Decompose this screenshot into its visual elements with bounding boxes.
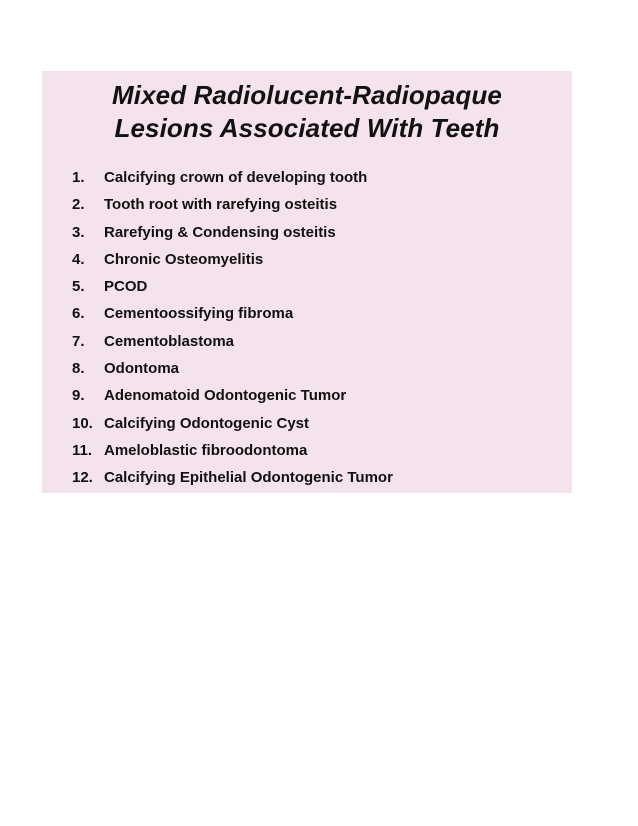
list-item [72, 273, 562, 300]
list-item-number: 5. [72, 278, 85, 296]
list-item-text: Rarefying & Condensing osteitis [104, 223, 336, 241]
list-item-text: Odontoma [104, 360, 179, 378]
slide-title [42, 71, 572, 145]
list-item [72, 246, 562, 273]
list-item [72, 300, 562, 327]
list-item-text: Cementoossifying fibroma [104, 305, 294, 323]
list-item-number: 11. [72, 441, 93, 459]
list-item-number: 4. [72, 250, 85, 268]
slide [42, 71, 572, 493]
lesion-list [72, 164, 562, 492]
list-item [72, 164, 562, 191]
slide-title-line-1: Mixed Radiolucent-Radiopaque [112, 80, 502, 110]
list-item-text: PCOD [104, 278, 148, 296]
list-item-number: 3. [72, 223, 85, 241]
list-item-text: Calcifying crown of developing tooth [104, 169, 368, 186]
list-item-number: 8. [72, 360, 85, 378]
list-item-text: Calcifying Epithelial Odontogenic Tumor [104, 469, 393, 487]
list-item-number: 7. [72, 332, 85, 350]
list-item-text: Adenomatoid Odontogenic Tumor [104, 387, 347, 405]
list-item-text: Cementoblastoma [104, 332, 235, 350]
list-item [72, 410, 562, 437]
list-item-text: Calcifying Odontogenic Cyst [104, 414, 310, 432]
list-item [72, 382, 562, 409]
list-item [72, 437, 562, 464]
list-item [72, 328, 562, 355]
list-item-number: 9. [72, 387, 85, 405]
list-item-number: 1. [72, 169, 85, 186]
list-item-number: 2. [72, 196, 85, 214]
list-item-number: 12. [72, 469, 93, 487]
list-item-number: 6. [72, 305, 85, 323]
list-item [72, 219, 562, 246]
list-item-text: Chronic Osteomyelitis [104, 250, 264, 268]
list-item [72, 464, 562, 491]
list-item [72, 191, 562, 218]
list-item-text: Ameloblastic fibroodontoma [104, 441, 308, 459]
slide-title-line-2: Lesions Associated With Teeth [114, 113, 500, 143]
list-item-number: 10. [72, 414, 93, 432]
list-item-text: Tooth root with rarefying osteitis [104, 196, 338, 214]
list-item [72, 355, 562, 382]
